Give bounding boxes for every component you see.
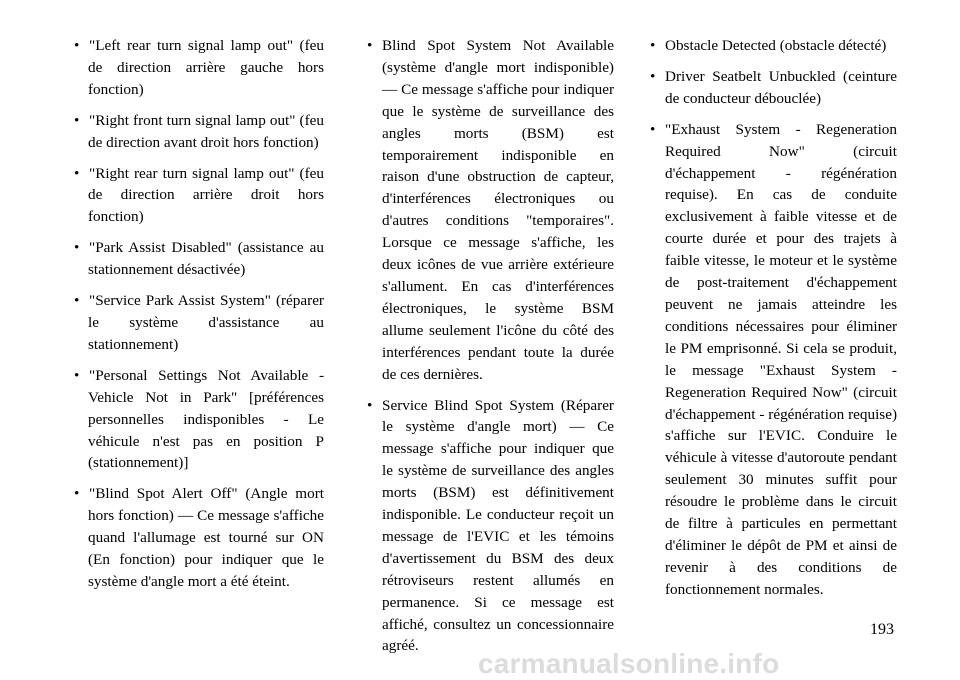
list-item — [353, 35, 614, 386]
bullet: • — [367, 396, 373, 414]
page-number: 193 — [870, 621, 894, 638]
list-item — [60, 483, 324, 593]
middle-column — [353, 35, 614, 666]
list-item — [60, 163, 324, 229]
bullet: • — [650, 120, 656, 138]
item-text: "Service Park Assist System" (réparer le système d'assistance au stationnement) — [88, 292, 324, 353]
message-list — [60, 35, 324, 593]
item-text: Blind Spot System Not Available (système d'angle mort indisponible) — Ce message s'affiche pour indiquer que le système de surveillance des angles morts (BSM) est temporairement indisponible en raison d'une obstruction de capteur, d'interférences électroniques ou d'autres conditions "temporaires". Lorsque ce message s'affiche, les deux icônes de vue arrière extérieure s'allument. En cas d'interférences électroniques, le système BSM allume seulement l'icône du côté des interférences pendant toute la durée de ces dernières. — [382, 37, 614, 383]
bullet: • — [650, 37, 656, 54]
list-item — [60, 110, 324, 154]
item-text: "Personal Settings Not Available - Vehicle Not in Park" [préférences personnelles indisponibles - Le véhicule n'est pas en position P (stationnement)] — [88, 366, 324, 472]
bullet: • — [74, 292, 80, 310]
left-column — [60, 35, 324, 602]
item-text: Driver Seatbelt Unbuckled (ceinture de conducteur débouclée) — [665, 67, 897, 107]
watermark: carmanualsonline.info — [478, 648, 780, 679]
list-item — [636, 35, 897, 57]
list-item — [60, 237, 324, 281]
item-text: "Right rear turn signal lamp out" (feu de direction arrière droit hors fonction) — [88, 164, 324, 226]
bullet: • — [367, 37, 373, 54]
item-text: Service Blind Spot System (Réparer le système d'angle mort) — Ce message s'affiche pour indiquer que le système de surveillance des angles morts (BSM) est définitivement indisponible. Le conducteur reçoit un message de l'EVIC et les témoins d'avertissement du BSM des deux rétroviseurs restent allumés en permanence. Si ce message est affiché, consultez un concessionnaire agréé. — [382, 396, 614, 655]
list-item — [636, 119, 897, 601]
right-column — [636, 35, 897, 610]
item-text: "Park Assist Disabled" (assistance au stationnement désactivée) — [88, 239, 324, 279]
bullet: • — [650, 67, 656, 85]
list-item — [60, 290, 324, 356]
bullet: • — [74, 366, 80, 384]
bullet: • — [74, 164, 80, 182]
list-item — [60, 35, 324, 101]
message-list — [353, 35, 614, 657]
bullet: • — [74, 239, 80, 257]
item-text: "Left rear turn signal lamp out" (feu de direction arrière gauche hors fonction) — [88, 37, 324, 98]
item-text: "Blind Spot Alert Off" (Angle mort hors fonction) — Ce message s'affiche quand l'allumage est tourné sur ON (En fonction) pour indiquer que le système d'angle mort a été éteint. — [88, 485, 324, 590]
bullet: • — [74, 37, 80, 54]
bullet: • — [74, 485, 80, 503]
item-text: "Right front turn signal lamp out" (feu de direction avant droit hors fonction) — [88, 111, 324, 151]
list-item — [636, 66, 897, 110]
message-list — [636, 35, 897, 601]
item-text: "Exhaust System - Regeneration Required Now" (circuit d'échappement - régénération requise). En cas de conduite exclusivement à faible vitesse et de courte durée et pour des trajets à faible vitesse, le moteur et le système de post-traitement d'échappement peuvent ne jamais atteindre les conditions nécessaires pour éliminer le PM emprisonné. Si cela se produit, le message "Exhaust System - Regeneration Required Now" (circuit d'échappement - régénération requise) s'affiche sur l'EVIC. Conduire le véhicule à vitesse d'autoroute pendant seulement 30 minutes suffit pour résoudre le problème dans le circuit de filtre à particules en permettant d'éliminer le dépôt de PM et ainsi de revenir à des conditions de fonctionnement normales. — [665, 120, 897, 598]
list-item — [60, 365, 324, 475]
bullet: • — [74, 111, 80, 129]
item-text: Obstacle Detected (obstacle détecté) — [665, 37, 887, 54]
list-item — [353, 395, 614, 658]
